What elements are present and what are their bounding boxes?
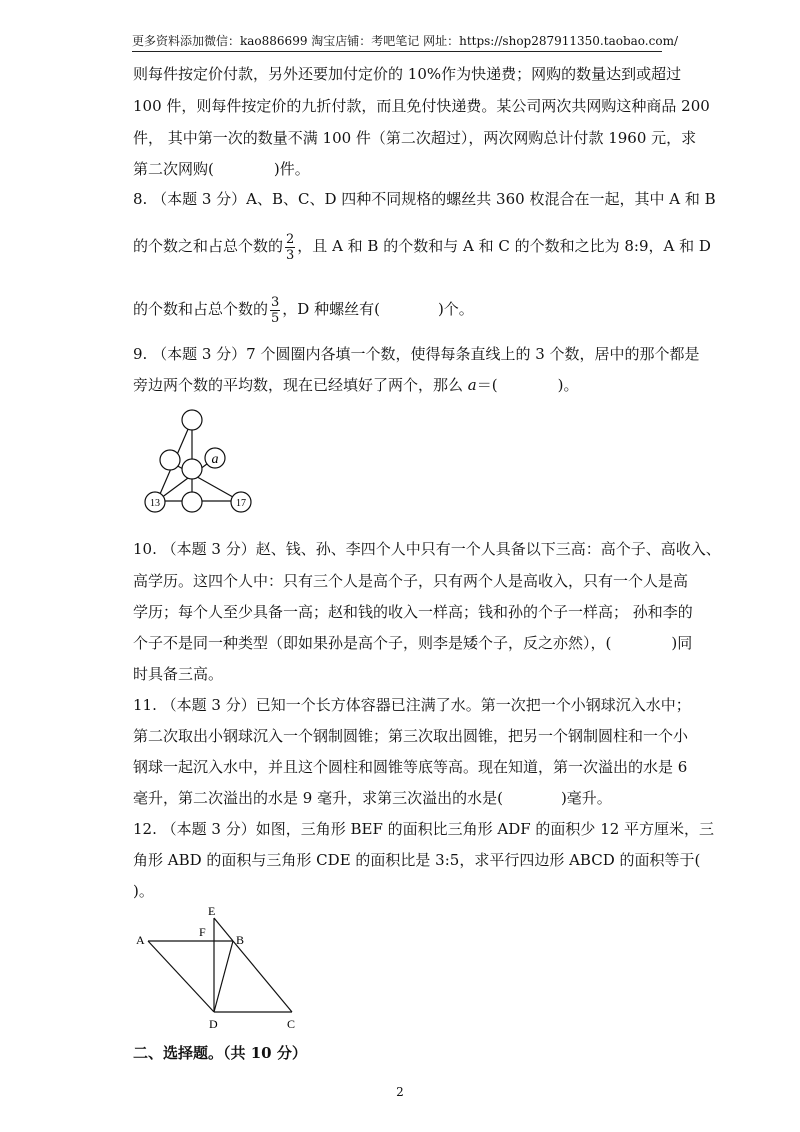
point-E-label: E [208,904,216,918]
fraction-numerator: 3 [271,294,280,310]
segment-EB [214,918,233,941]
circles-figure [135,405,265,520]
q7-line2: 100 件，则每件按定价的九折付款，而且免付快递费。某公司两次共网购这种商品 200 [133,97,710,115]
q11-line2: 第二次取出小钢球沉入一个钢制圆锥；第三次取出圆锥，把另一个钢制圆柱和一个小 [133,727,689,745]
q12-line2: 角形 ABD 的面积与三角形 CDE 的面积比是 3:5，求平行四边形 ABCD 的面积等于( [133,851,701,869]
q8-line2-rest: ，且 A 和 B 的个数和与 A 和 C 的个数和之比为 8:9，A 和 D [297,237,711,255]
circle-13-label: 13 [150,498,160,509]
point-A-label: A [136,933,145,947]
fraction-two-thirds [285,232,295,263]
point-D-label: D [209,1017,218,1031]
circle-center [182,459,202,479]
fraction-denominator: 5 [271,310,280,326]
q8-line2 [133,230,711,263]
q7-line4-end: )件。 [273,160,310,178]
q7-line3: 件， 其中第一次的数量不满 100 件（第二次超过），两次网购总计付款 1960 元，求 [133,129,697,147]
q11-line4 [133,788,612,808]
page-header: 更多资料添加微信：kao886699 淘宝店铺：考吧笔记 网址：https://shop287911350.taobao.com/ [132,33,662,52]
segment-AD [148,941,214,1012]
q9-line1: 9. （本题 3 分）7 个圆圈内各填一个数，使得每条直线上的 3 个数，居中的那个都是 [133,345,700,363]
q9-line2-text: 旁边两个数的平均数，现在已经填好了两个，那么 [133,376,468,394]
segment-BD [214,941,233,1012]
q10-line4 [133,633,692,653]
q9-line2-eq: ＝( [476,376,498,394]
q9-line2-end: )。 [557,376,579,394]
q8-line1: 8. （本题 3 分）A、B、C、D 四种不同规格的螺丝共 360 枚混合在一起，其中 A 和 B [133,190,716,208]
point-F-label: F [199,925,206,939]
q12-line3: )。 [133,882,154,900]
fraction-numerator: 2 [286,231,295,247]
q8-line3 [133,293,474,326]
q7-line4 [133,159,310,179]
circle-bottom-mid [182,492,202,512]
q11-line1: 11. （本题 3 分）已知一个长方体容器已注满了水。第一次把一个小钢球沉入水中； [133,696,691,714]
page-number: 2 [396,1085,404,1099]
q9-line2 [133,375,578,395]
q8-line3-rest: ，D 种螺丝有( [282,300,380,318]
section-2-title: 二、选择题。（共 10 分） [133,1044,307,1062]
q10-line3: 学历；每个人至少具备一高；赵和钱的收入一样高；钱和孙的个子一样高； 孙和李的 [133,603,693,621]
fraction-three-fifths [270,295,280,326]
circle-a-label: a [211,452,219,467]
q10-line4-end: )同 [671,634,693,652]
q8-line3-text: 的个数和占总个数的 [133,300,269,318]
circle-top [182,410,202,430]
q11-line3: 钢球一起沉入水中，并且这个圆柱和圆锥等底等高。现在知道，第一次溢出的水是 6 [133,758,688,776]
q10-line4-text: 个子不是同一种类型（即如果孙是高个子，则李是矮个子，反之亦然），( [133,634,612,652]
segment-BC [233,941,292,1012]
q8-line3-end: )个。 [437,300,474,318]
q8-line2-text: 的个数之和占总个数的 [133,237,284,255]
point-B-label: B [236,933,245,947]
point-C-label: C [287,1017,296,1031]
q9-variable: a [467,376,477,394]
circle-mid-left [160,450,180,470]
q11-line4-text: 毫升，第二次溢出的水是 9 毫升，求第三次溢出的水是( [133,789,503,807]
q10-line2: 高学历。这四个人中：只有三个人是高个子，只有两个人是高收入，只有一个人是高 [133,572,689,590]
fraction-denominator: 3 [286,247,295,263]
parallelogram-figure [130,900,310,1035]
q7-line4-text: 第二次网购( [133,160,214,178]
q7-line1: 则每件按定价付款，另外还要加付定价的 10%作为快递费；网购的数量达到或超过 [133,65,682,83]
q12-line1: 12. （本题 3 分）如图，三角形 BEF 的面积比三角形 ADF 的面积少 12 平方厘米，三 [133,820,715,838]
q10-line5: 时具备三高。 [133,665,224,683]
circle-17-label: 17 [236,498,246,509]
q11-line4-end: )毫升。 [560,789,612,807]
q10-line1: 10. （本题 3 分）赵、钱、孙、李四个人中只有一个人具备以下三高：高个子、高收入、 [133,540,721,558]
